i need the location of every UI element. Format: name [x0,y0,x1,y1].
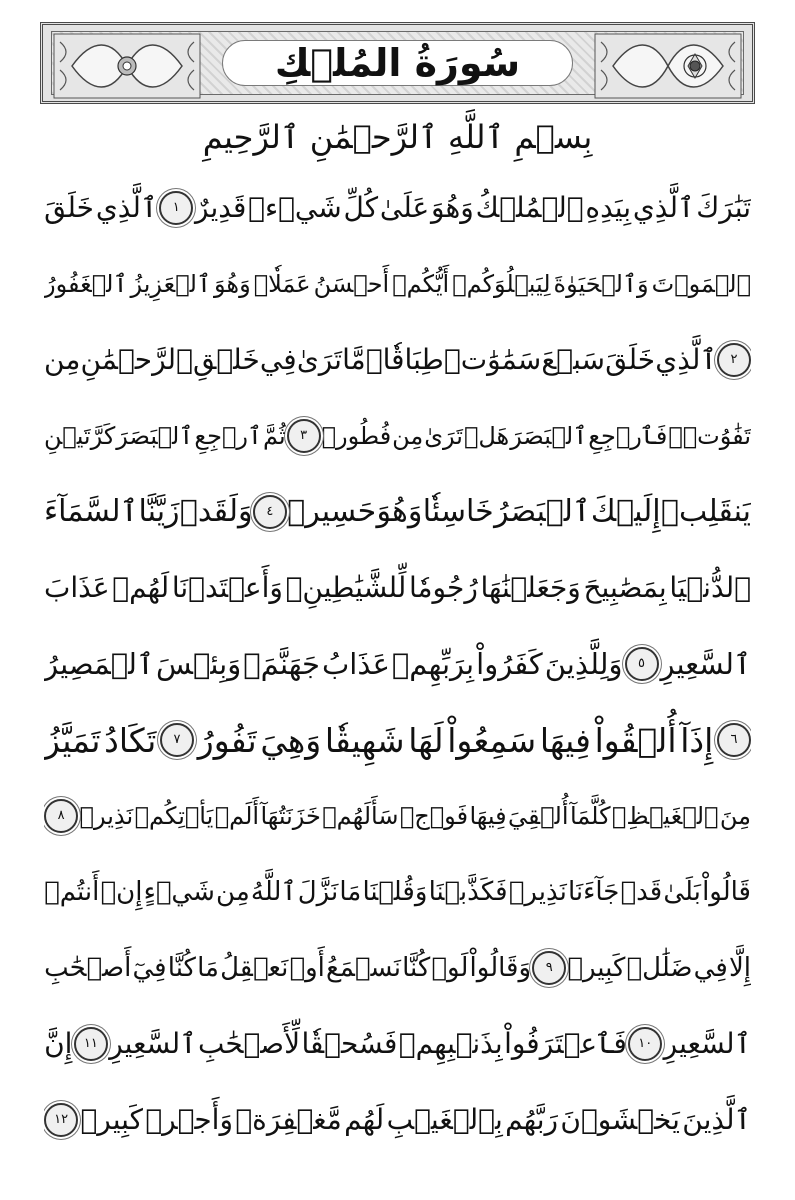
surah-header-banner [40,22,755,104]
verse-word: وَٱلۡحَيَوٰةَ [553,270,649,298]
verse-word: سَمِعُواْ [447,720,537,760]
verse-line [44,1082,751,1158]
ayah-number-marker: ٢ [717,343,751,377]
verse-word: أَصۡحَٰبِ [44,953,132,983]
ayah-number-marker: ٦ [717,723,751,757]
verse-word: خَلۡقِ [193,343,260,376]
ayah-number-marker: ٩ [532,951,566,985]
verse-word: وَأَجۡرٞ [145,1103,233,1136]
verse-word: كُنَّا [402,953,431,983]
verse-word: تَمَيَّزُ [44,720,101,760]
verse-word: يَنقَلِبۡ [661,494,751,529]
verse-word: تَفَٰوُتٖۖ [668,422,751,450]
verse-word: كَفَرُواْ [476,646,543,681]
verse-word: أُلۡقِيَ [507,802,569,830]
verse-word: يَخۡشَوۡنَ [560,1103,680,1136]
verse-word: لَوۡ [431,953,469,983]
verse-word: ٱلَّذِي [632,191,695,224]
verse-word: وَهُوَ [431,191,474,224]
verse-word: حَسِيرٞ [287,494,377,529]
verse-word: لِّأَصۡحَٰبِ [197,1027,301,1060]
verse-word: ٱللَّهُ [250,877,297,907]
surah-title: سُورَةُ المُلۡكِ [274,41,521,85]
right-ornament-icon [593,32,743,94]
verse-word: رُجُومٗا [409,571,478,604]
verse-word: لَهُم [344,1103,385,1136]
verse-word: وَأَعۡتَدۡنَا [171,571,283,604]
verse-word: فَكَذَّبۡنَا [428,877,508,907]
verse-word: لَهُمۡ [112,571,170,604]
verse-word: بَلَىٰ [663,877,701,907]
verse-line [44,246,751,322]
left-ornament-icon [52,32,202,94]
verse-word: إِذَآ [680,720,714,760]
verse-word: تَرَىٰ [424,422,463,450]
ayah-number-marker: ٥ [625,647,659,681]
verse-word: فُطُورٖ [321,422,392,450]
verse-word: عَلَىٰ [379,191,430,224]
verse-word: كَبِيرٖ [567,953,626,983]
verse-word: بِمَصَٰبِيحَ [583,571,667,604]
verse-word: هَلۡ [463,422,510,450]
verse-word: عَذَابُ [322,646,390,681]
banner-frame [51,31,744,95]
verse-line [44,322,751,398]
verse-word: عَمَلٗاۚ [253,270,311,298]
verse-word: فَٱرۡجِعِ [588,422,668,450]
ayah-number-marker: ٧ [160,723,194,757]
verse-word: خَلَقَ [44,191,94,224]
verse-word: ٱلَّذِي [95,191,158,224]
verse-word: بِيَدِهِ [585,191,632,224]
verse-line [44,626,751,702]
verse-word: ٱلۡغَيۡظِۖ [611,802,719,830]
verse-word: ضَلَٰلٖ [626,953,693,983]
verse-word: ٱلدُّنۡيَا [669,571,751,604]
verse-line [44,778,751,854]
verse-word: أَيُّكُمۡ [392,270,450,298]
ayah-number-marker: ١٠ [628,1027,662,1061]
verse-word: أَوۡ [289,953,325,983]
verse-word: فَسُحۡقٗا [301,1027,398,1060]
verse-word: وَجَعَلۡنَٰهَا [480,571,581,604]
verse-word: ٱلۡمَصِيرُ [44,646,154,681]
verse-word: وَلِلَّذِينَ [544,646,623,681]
verse-word: أَلَمۡ [214,802,260,830]
verse-word: ٱلۡبَصَرَ [510,422,588,450]
verse-word: ٱلسَّعِيرِ [663,1027,751,1060]
verse-word: إِنۡ [100,877,143,907]
verse-word: قَدۡ [620,877,663,907]
verse-line [44,854,751,930]
verse-word: عَذَابَ [44,571,110,604]
verse-line [44,550,751,626]
verse-word: ٱلۡمُلۡكُ [475,191,584,224]
verse-word: سَمَٰوَٰتٖ [443,343,542,376]
verse-word: إِنَّ [44,1027,73,1060]
verse-word: نَسۡمَعُ [326,953,401,983]
verse-word: خَاسِئٗا [422,494,494,529]
verse-word: قَدِيرٌ [195,191,247,224]
verse-word: شَيۡءٖ [248,191,342,224]
verse-word: مِن [216,877,250,907]
verse-word: تَرَىٰ [296,343,342,376]
verse-word: قَالُواْ [702,877,751,907]
ayah-number-marker: ١٢ [44,1103,78,1137]
verse-word: ٱلَّذِي [655,343,717,376]
verse-word: وَبِئۡسَ [156,646,242,681]
ayah-number-marker: ٤ [253,495,287,529]
verse-word: لَهَا [408,720,444,760]
ayah-number-marker: ٨ [44,799,78,833]
verse-word: وَقَالُواْ [469,953,532,983]
verse-word: وَقُلۡنَا [362,877,428,907]
verse-word: كُلَّمَآ [569,802,611,830]
verse-word: سَأَلَهُمۡ [322,802,399,830]
verse-word: مَّا [342,343,366,376]
verse-word: نَعۡقِلُ [220,953,289,983]
verse-word: أُلۡقُواْ [594,720,677,760]
verse-word: نَزَّلَ [297,877,339,907]
verse-line [44,930,751,1006]
ayah-number-marker: ٣ [287,419,321,453]
verse-word: زَيَّنَّا [138,494,180,529]
verse-word: إِلَيۡكَ [590,494,661,529]
verse-word: ٱلرَّحۡمَٰنِ [80,343,193,376]
verse-word: أَحۡسَنُ [313,270,390,298]
verse-word: تَبَٰرَكَ [696,191,751,224]
verse-line [44,398,751,474]
verse-word: رَبَّهُم [505,1103,559,1136]
verse-word: جَهَنَّمَۖ [243,646,320,681]
verse-word: شَهِيقٗا [324,720,405,760]
ayah-number-marker: ١١ [74,1027,108,1061]
verse-word: لِّلشَّيَٰطِينِۖ [285,571,407,604]
verse-word: وَلَقَدۡ [179,494,253,529]
verse-word: شَيۡءٍ [143,877,215,907]
verse-line [44,702,751,778]
basmala: بِسۡمِ ٱللَّهِ ٱلرَّحۡمَٰنِ ٱلرَّحِيمِ [202,118,593,156]
verse-word: كُنَّا [167,953,196,983]
verse-word: وَهُوَ [214,270,251,298]
verse-word: بِذَنۢبِهِمۡ [398,1027,503,1060]
verse-word: جَآءَنَا [568,877,620,907]
verse-word: ٱلسَّعِيرِ [660,646,751,681]
verse-word: ٱلۡبَصَرَ [116,422,194,450]
verse-word: فَوۡجٞ [399,802,469,830]
verse-line [44,1006,751,1082]
verse-word: نَذِيرٞ [508,877,567,907]
verse-word: فَٱعۡتَرَفُواْ [504,1027,627,1060]
verse-word: وَهِيَ [260,720,322,760]
verse-line [44,170,751,246]
verse-word: تَفُورُ [197,720,257,760]
verse-word: خَزَنَتُهَآ [260,802,321,830]
verse-word: مَا [197,953,219,983]
verse-lines [44,170,751,1158]
verse-word: ٱلسَّمَآءَ [44,494,139,529]
verse-word: بِرَبِّهِمۡ [391,646,475,681]
verse-word: فِيٓ [132,953,167,983]
verse-word: كَبِيرٞ [80,1103,143,1136]
verse-word: ٱلَّذِينَ [682,1103,751,1136]
verse-word: ٱلۡغَفُورُ [44,270,128,298]
verse-word: مِن [392,422,424,450]
verse-word: فِيهَا [539,720,591,760]
verse-line [44,474,751,550]
verse-word: مِن [44,343,81,376]
verse-word: ثُمَّ [262,422,286,450]
verse-word: مَّغۡفِرَةٞ [235,1103,342,1136]
verse-word: طِبَاقٗاۖ [365,343,444,376]
verse-word: يَأۡتِكُمۡ [134,802,214,830]
verse-word: كَرَّتَيۡنِ [44,422,116,450]
verse-word: ٱلۡعَزِيزُ [130,270,212,298]
verse-word: فِي [693,953,728,983]
verse-word: أَنتُمۡ [44,877,100,907]
verse-word: فِيهَا [469,802,507,830]
verse-word: سَبۡعَ [541,343,606,376]
verse-word: إِلَّا [728,953,751,983]
verse-word: ٱلسَّعِيرِ [109,1027,197,1060]
surah-title-cartouche [222,40,573,86]
verse-word: فِي [259,343,297,376]
verse-word: مِنَ [719,802,751,830]
ayah-number-marker: ١ [159,191,193,225]
verse-word: تَكَادُ [104,720,157,760]
verse-word: وَهُوَ [376,494,423,529]
verse-word: نَذِيرٞ [79,802,134,830]
verse-word: خَلَقَ [605,343,656,376]
verse-word: ٱلۡبَصَرُ [494,494,591,529]
verse-word: ٱرۡجِعِ [194,422,262,450]
verse-word: ٱلۡمَوۡتَ [651,270,751,298]
verse-word: لِيَبۡلُوَكُمۡ [452,270,551,298]
verse-word: كُلِّ [343,191,379,224]
verse-word: بِٱلۡغَيۡبِ [386,1103,503,1136]
verse-word: مَا [339,877,362,907]
